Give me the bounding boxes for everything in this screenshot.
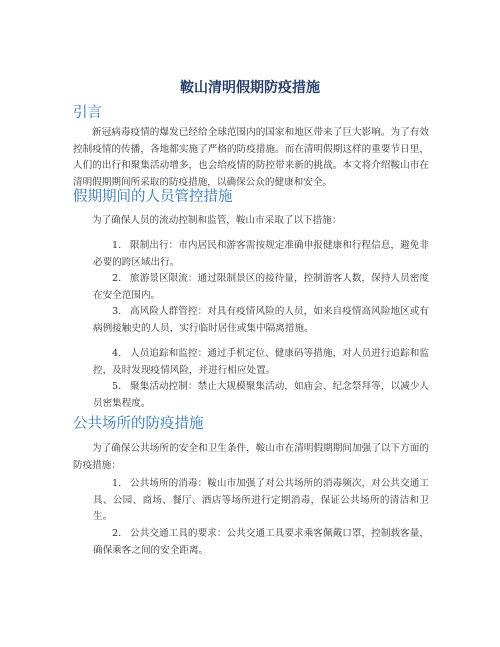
list-item-text: 旅游景区限流：通过限制景区的接待量，控制游客人数，保持人员密度在安全范围内。 [93,273,429,301]
section-heading-personnel-control: 假期期间的人员管控措施 [73,189,233,205]
list-item-text: 公共场所的消毒：鞍山市加强了对公共场所的消毒频次，对公共交通工具、公园、商场、餐厅、酒店等场所进行定期消毒，保证公共场所的清洁和卫生。 [93,478,429,522]
list-item [93,526,429,559]
list-item-number: 4. [112,348,122,359]
section-paragraph-public-places [73,441,429,474]
list-item [93,346,429,379]
list-item-text: 公共交通工具的要求：公共交通工具要求乘客佩戴口罩，控制载客量，确保乘客之间的安全距离。 [93,528,429,556]
paragraph-text: 为了确保公共场所的安全和卫生条件，鞍山市在清明假期期间加强了以下方面的防疫措施： [73,443,429,471]
list-item-number: 1. [112,478,122,489]
list-item-number: 2. [112,528,122,539]
section-heading-public-places: 公共场所的防疫措施 [73,416,204,432]
document-title: 鞍山清明假期防疫措施 [180,80,320,96]
list-item-text: 人员追踪和监控：通过手机定位、健康码等措施，对人员进行追踪和监控，及时发现疫情风险，并进行相应处置。 [93,348,429,376]
paragraph-text: 为了确保人员的流动控制和监管，鞍山市采取了以下措施： [92,215,342,226]
list-item-number: 5. [112,381,122,392]
section-heading-introduction: 引言 [73,105,102,121]
section-paragraph-personnel-control [73,213,429,230]
list-item-number: 2. [112,273,122,284]
list-item-number: 3. [112,306,122,317]
list-item [93,379,429,412]
list-item-text: 聚集活动控制：禁止大规模聚集活动，如庙会、纪念祭拜等，以减少人员密集程度。 [93,381,429,409]
list-item-number: 1. [112,240,122,251]
list-item-text: 高风险人群管控：对具有疫情风险的人员，如来自疫情高风险地区或有病例接触史的人员，实行临时居住或集中隔离措施。 [93,306,429,334]
list-item [93,304,429,337]
section-paragraph-introduction [73,125,429,191]
list-item [93,271,429,304]
list-item [93,238,429,271]
list-item [93,476,429,526]
list-item-text: 限制出行：市内居民和游客需按规定准确申报健康和行程信息，避免非必要的跨区域出行。 [93,240,429,268]
paragraph-text: 新冠病毒疫情的爆发已经给全球范围内的国家和地区带来了巨大影响。为了有效控制疫情的传播，各地都实施了严格的防疫措施。而在清明假期这样的重要节日里，人们的出行和聚集活动增多，也会给疫情的防控带来新的挑战。本文将介绍鞍山市在清明假期期间所采取的防疫措施，以确保公众的健康和安全。 [73,127,429,188]
